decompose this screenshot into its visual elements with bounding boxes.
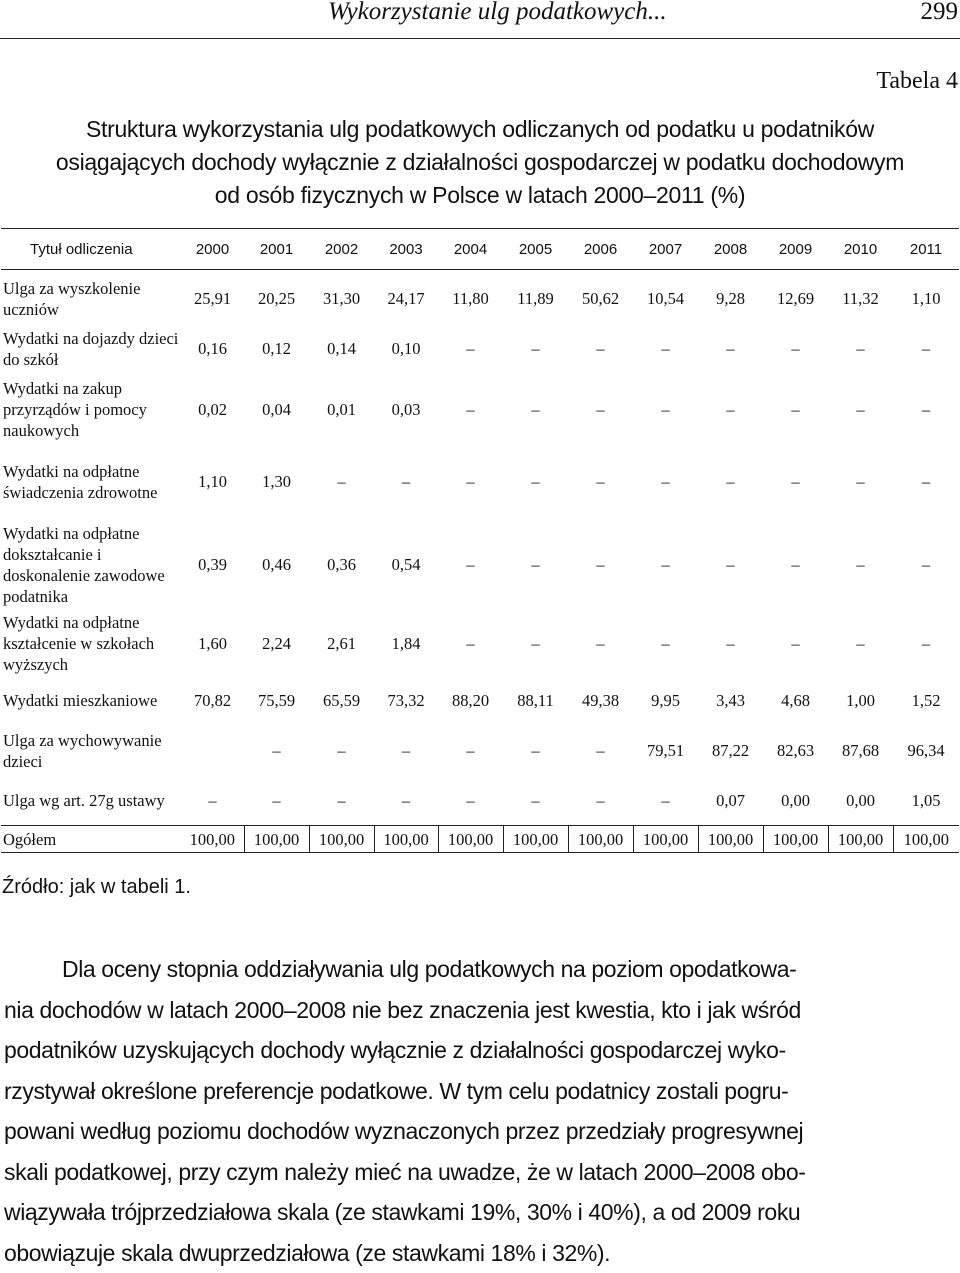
table-cell: – (568, 374, 633, 446)
table-cell: 0,12 (244, 324, 309, 374)
table-cell: 0,00 (763, 776, 828, 826)
table-cell: – (568, 776, 633, 826)
total-cell: 100,00 (893, 826, 959, 853)
column-header: Tytuł odliczenia (1, 229, 181, 270)
table-cell: 70,82 (181, 676, 244, 726)
table-cell: 0,01 (309, 374, 374, 446)
table-cell: – (568, 446, 633, 518)
table-cell: 20,25 (244, 270, 309, 324)
paragraph-line: wiązywała trójprzedziałowa skala (ze stawkami 19%, 30% i 40%), a od 2009 roku (4, 1192, 957, 1233)
total-label: Ogółem (1, 826, 181, 853)
table-cell: – (633, 324, 698, 374)
table-cell: 12,69 (763, 270, 828, 324)
table-cell: – (438, 446, 503, 518)
row-label: Wydatki na odpłatne dokształcanie i doskonalenie zawodowe podatnika (1, 518, 181, 612)
source-note: Źródło: jak w tabeli 1. (2, 876, 191, 899)
column-header: 2004 (438, 229, 503, 270)
table-cell: 1,10 (893, 270, 959, 324)
table-cell: 11,32 (828, 270, 893, 324)
table-cell: 0,07 (698, 776, 763, 826)
column-header: 2011 (893, 229, 959, 270)
table-cell: 25,91 (181, 270, 244, 324)
total-cell: 100,00 (828, 826, 893, 853)
total-cell: 100,00 (309, 826, 374, 853)
table-cell: – (698, 324, 763, 374)
table-cell: – (893, 446, 959, 518)
table-cell: – (828, 518, 893, 612)
table-cell: – (374, 726, 438, 776)
table-row (1, 518, 959, 612)
table-cell: – (503, 374, 568, 446)
table-row (1, 776, 959, 826)
table-cell: – (828, 612, 893, 676)
table-cell: – (309, 726, 374, 776)
table-cell: – (438, 374, 503, 446)
table-cell: – (633, 776, 698, 826)
table-cell: 0,02 (181, 374, 244, 446)
column-header: 2010 (828, 229, 893, 270)
table-cell: – (893, 324, 959, 374)
paragraph-line: obowiązuje skala dwuprzedziałowa (ze stawkami 18% i 32%). (4, 1233, 957, 1273)
body-paragraph (4, 949, 957, 1273)
table-cell: – (763, 518, 828, 612)
paragraph-line: nia dochodów w latach 2000–2008 nie bez znaczenia jest kwestia, kto i jak wśród (4, 990, 957, 1031)
total-row (1, 826, 959, 853)
table-cell: 50,62 (568, 270, 633, 324)
table-cell: 0,14 (309, 324, 374, 374)
table-cell: 65,59 (309, 676, 374, 726)
table-cell: – (893, 518, 959, 612)
table-cell: – (568, 518, 633, 612)
table-cell: 88,11 (503, 676, 568, 726)
table-cell: – (374, 446, 438, 518)
column-header: 2002 (309, 229, 374, 270)
table-cell: – (633, 612, 698, 676)
table-cell: – (828, 374, 893, 446)
table-cell: – (698, 446, 763, 518)
table-cell: 0,04 (244, 374, 309, 446)
table-row (1, 446, 959, 518)
table-cell: 2,24 (244, 612, 309, 676)
table-cell: – (633, 446, 698, 518)
table-cell: 1,84 (374, 612, 438, 676)
table-cell: – (244, 776, 309, 826)
table-label: Tabela 4 (876, 68, 958, 95)
total-cell: 100,00 (244, 826, 309, 853)
table-cell: 2,61 (309, 612, 374, 676)
table-cell: – (568, 726, 633, 776)
table-cell: – (503, 518, 568, 612)
table-header-row (1, 229, 959, 270)
table-cell: 1,60 (181, 612, 244, 676)
table-caption (0, 113, 960, 212)
total-cell: 100,00 (763, 826, 828, 853)
paragraph-line: podatników uzyskujących dochody wyłącznie z działalności gospodarczej wyko- (4, 1030, 957, 1071)
table-cell: – (633, 518, 698, 612)
table-cell: 0,39 (181, 518, 244, 612)
total-cell: 100,00 (374, 826, 438, 853)
table-cell: – (374, 776, 438, 826)
table-cell: – (828, 446, 893, 518)
table-cell: 1,52 (893, 676, 959, 726)
table-cell: – (309, 446, 374, 518)
table-row (1, 612, 959, 676)
table-cell: 0,16 (181, 324, 244, 374)
table-cell: 79,51 (633, 726, 698, 776)
column-header: 2003 (374, 229, 438, 270)
table-cell: – (763, 324, 828, 374)
table-cell: – (763, 374, 828, 446)
table-cell: 96,34 (893, 726, 959, 776)
table-cell: – (309, 776, 374, 826)
table-cell: 1,05 (893, 776, 959, 826)
table-cell: 9,28 (698, 270, 763, 324)
table-cell: – (244, 726, 309, 776)
table-cell: – (503, 324, 568, 374)
total-cell: 100,00 (568, 826, 633, 853)
table-cell: – (503, 446, 568, 518)
row-label: Wydatki na dojazdy dzieci do szkół (1, 324, 181, 374)
table-cell: 0,54 (374, 518, 438, 612)
table-cell: 9,95 (633, 676, 698, 726)
total-cell: 100,00 (438, 826, 503, 853)
table-cell: 87,68 (828, 726, 893, 776)
table-cell: – (698, 374, 763, 446)
row-label: Ulga wg art. 27g ustawy (1, 776, 181, 826)
row-label: Ulga za wyszkolenie uczniów (1, 270, 181, 324)
table-cell: – (503, 612, 568, 676)
paragraph-line: powani według poziomu dochodów wyznaczonych przez przedziały progresywnej (4, 1111, 957, 1152)
column-header: 2000 (181, 229, 244, 270)
table-cell: 0,00 (828, 776, 893, 826)
paragraph-line: rzystywał określone preferencje podatkowe. W tym celu podatnicy zostali pogru- (4, 1071, 957, 1112)
total-cell: 100,00 (698, 826, 763, 853)
table-row (1, 324, 959, 374)
table-cell: – (828, 324, 893, 374)
table-cell: 11,80 (438, 270, 503, 324)
table-cell: – (568, 612, 633, 676)
table-cell: 87,22 (698, 726, 763, 776)
table-cell: 88,20 (438, 676, 503, 726)
table-cell: 1,30 (244, 446, 309, 518)
table-row (1, 676, 959, 726)
column-header: 2006 (568, 229, 633, 270)
table-cell: – (763, 612, 828, 676)
table-cell: 0,10 (374, 324, 438, 374)
table-cell: – (893, 612, 959, 676)
row-label: Wydatki na odpłatne świadczenia zdrowotne (1, 446, 181, 518)
caption-line: osiągających dochody wyłącznie z działalności gospodarczej w podatku dochodowym (0, 146, 960, 179)
table-cell: 31,30 (309, 270, 374, 324)
table-cell: 3,43 (698, 676, 763, 726)
table-cell: – (438, 612, 503, 676)
table-cell: 75,59 (244, 676, 309, 726)
table-cell: 11,89 (503, 270, 568, 324)
table-cell: 82,63 (763, 726, 828, 776)
table-cell: – (698, 612, 763, 676)
table-row (1, 270, 959, 324)
column-header: 2005 (503, 229, 568, 270)
table-row (1, 374, 959, 446)
table-cell: – (763, 446, 828, 518)
table-cell: 4,68 (763, 676, 828, 726)
table-row (1, 726, 959, 776)
total-cell: 100,00 (503, 826, 568, 853)
table-cell: – (893, 374, 959, 446)
running-header-title: Wykorzystanie ulg podatkowych... (328, 0, 667, 26)
table-cell: 0,36 (309, 518, 374, 612)
row-label: Ulga za wychowywanie dzieci (1, 726, 181, 776)
caption-line: Struktura wykorzystania ulg podatkowych odliczanych od podatku u podatników (0, 113, 960, 146)
total-cell: 100,00 (181, 826, 244, 853)
table-cell: – (181, 776, 244, 826)
column-header: 2007 (633, 229, 698, 270)
column-header: 2009 (763, 229, 828, 270)
row-label: Wydatki na zakup przyrządów i pomocy naukowych (1, 374, 181, 446)
table-cell: – (633, 374, 698, 446)
table-cell: 24,17 (374, 270, 438, 324)
table-cell: – (438, 324, 503, 374)
table-cell: – (503, 776, 568, 826)
table-cell: 10,54 (633, 270, 698, 324)
table-cell: 0,03 (374, 374, 438, 446)
data-table (1, 228, 959, 853)
running-header (0, 0, 960, 39)
caption-line: od osób fizycznych w Polsce w latach 2000–2011 (%) (0, 179, 960, 212)
paragraph-line: skali podatkowej, przy czym należy mieć na uwadze, że w latach 2000–2008 obo- (4, 1152, 957, 1193)
table-cell: 1,10 (181, 446, 244, 518)
column-header: 2008 (698, 229, 763, 270)
table-cell: 73,32 (374, 676, 438, 726)
page-number: 299 (921, 0, 959, 26)
table-cell: – (438, 726, 503, 776)
table-cell: – (438, 776, 503, 826)
table-cell: – (438, 518, 503, 612)
row-label: Wydatki mieszkaniowe (1, 676, 181, 726)
column-header: 2001 (244, 229, 309, 270)
paragraph-line: Dla oceny stopnia oddziaływania ulg podatkowych na poziom opodatkowa- (4, 949, 957, 990)
table-cell: – (568, 324, 633, 374)
table-cell: 1,00 (828, 676, 893, 726)
table-cell: 0,46 (244, 518, 309, 612)
row-label: Wydatki na odpłatne kształcenie w szkołach wyższych (1, 612, 181, 676)
table-cell: 49,38 (568, 676, 633, 726)
empty-cell (181, 726, 244, 776)
table-cell: – (503, 726, 568, 776)
total-cell: 100,00 (633, 826, 698, 853)
table-cell: – (698, 518, 763, 612)
